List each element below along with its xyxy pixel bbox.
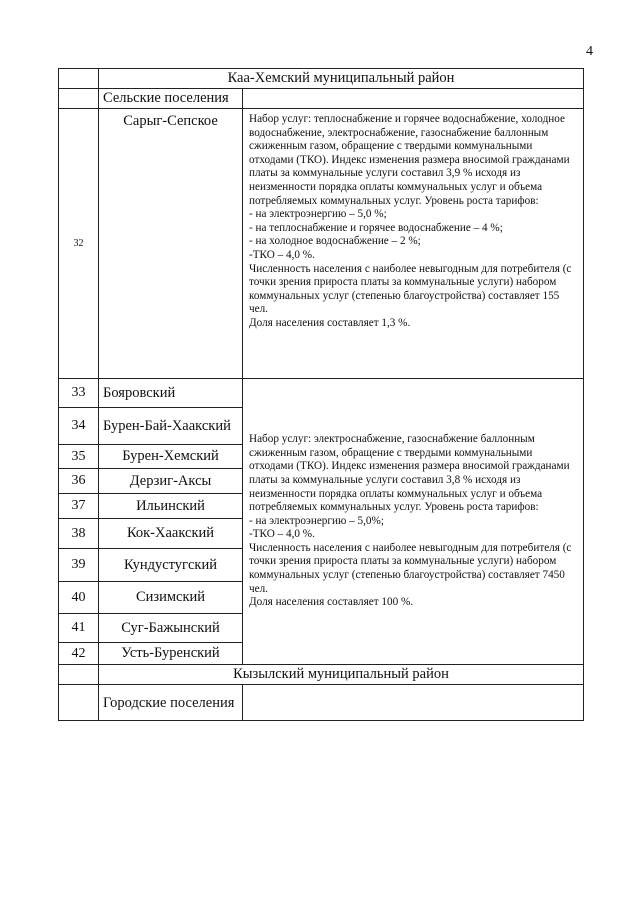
settlement-name: Бояровский <box>99 379 243 408</box>
row-number: 40 <box>59 582 99 614</box>
districts-table <box>58 68 584 721</box>
row-number: 39 <box>59 549 99 582</box>
subheader-urban: Городские поселения <box>99 685 243 721</box>
row-number: 32 <box>59 109 99 379</box>
district-header-row <box>59 69 584 89</box>
settlement-name: Дерзиг-Аксы <box>99 469 243 494</box>
subheader-rural: Сельские поселения <box>99 89 243 109</box>
settlement-name: Кок-Хаакский <box>99 519 243 549</box>
settlement-name: Усть-Буренский <box>99 643 243 665</box>
row-number: 33 <box>59 379 99 408</box>
settlement-name: Бурен-Хемский <box>99 445 243 469</box>
settlement-name: Бурен-Бай-Хаакский <box>99 408 243 445</box>
row-number: 35 <box>59 445 99 469</box>
row-number: 37 <box>59 494 99 519</box>
subheader-row <box>59 89 584 109</box>
subheader-row <box>59 685 584 721</box>
settlement-description: Набор услуг: теплоснабжение и горячее водоснабжение, холодное водоснабжение, электроснабжение, газоснабжение баллонным сжиженным газом, обращение с твердыми коммунальными отходами (ТКО). Индекс изменения размера вносимой гражданами платы за коммунальные услуги составил 3,9 % исходя из неизменности порядка оплаты коммунальных услуг и объема потребляемых коммунальных услуг. Уровень роста тарифов: - на электроэнергию – 5,0 %; - на теплоснабжение и горячее водоснабжение – 4 %; - на холодное водоснабжение – 2 %; -ТКО – 4,0 %. Численность населения с наиболее невыгодным для потребителя (с точки зрения прироста платы за коммунальные услуги) набором коммунальных услуг (степенью благоустройства) составляет 155 чел. Доля населения составляет 1,3 %. <box>243 109 584 379</box>
group-description: Набор услуг: электроснабжение, газоснабжение баллонным сжиженным газом, обращение с твердыми коммунальными отходами (ТКО). Индекс изменения размера вносимой гражданами платы за коммунальные услуги составил 3,8 % исходя из неизменности порядка оплаты коммунальных услуг и объема потребляемых коммунальных услуг. Уровень роста тарифов: - на электроэнергию – 5,0%; -ТКО – 4,0 %. Численность населения с наиболее невыгодным для потребителя (с точки зрения прироста платы за коммунальные услуги) набором коммунальных услуг (степенью благоустройства) составляет 7450 чел. Доля населения составляет 100 %. <box>243 379 584 665</box>
settlement-name: Кундустугский <box>99 549 243 582</box>
table-row <box>59 379 584 408</box>
row-number: 38 <box>59 519 99 549</box>
settlement-name: Сизимский <box>99 582 243 614</box>
settlement-name: Сарыг-Сепское <box>99 109 243 379</box>
district-header-kaa-khem: Каа-Хемский муниципальный район <box>99 69 584 89</box>
row-number: 41 <box>59 614 99 643</box>
district-header-row <box>59 665 584 685</box>
table-row <box>59 109 584 379</box>
page-number: 4 <box>586 44 593 59</box>
row-number: 36 <box>59 469 99 494</box>
settlement-name: Суг-Бажынский <box>99 614 243 643</box>
row-number: 34 <box>59 408 99 445</box>
row-number: 42 <box>59 643 99 665</box>
district-header-kyzyl: Кызылский муниципальный район <box>99 665 584 685</box>
settlement-name: Ильинский <box>99 494 243 519</box>
